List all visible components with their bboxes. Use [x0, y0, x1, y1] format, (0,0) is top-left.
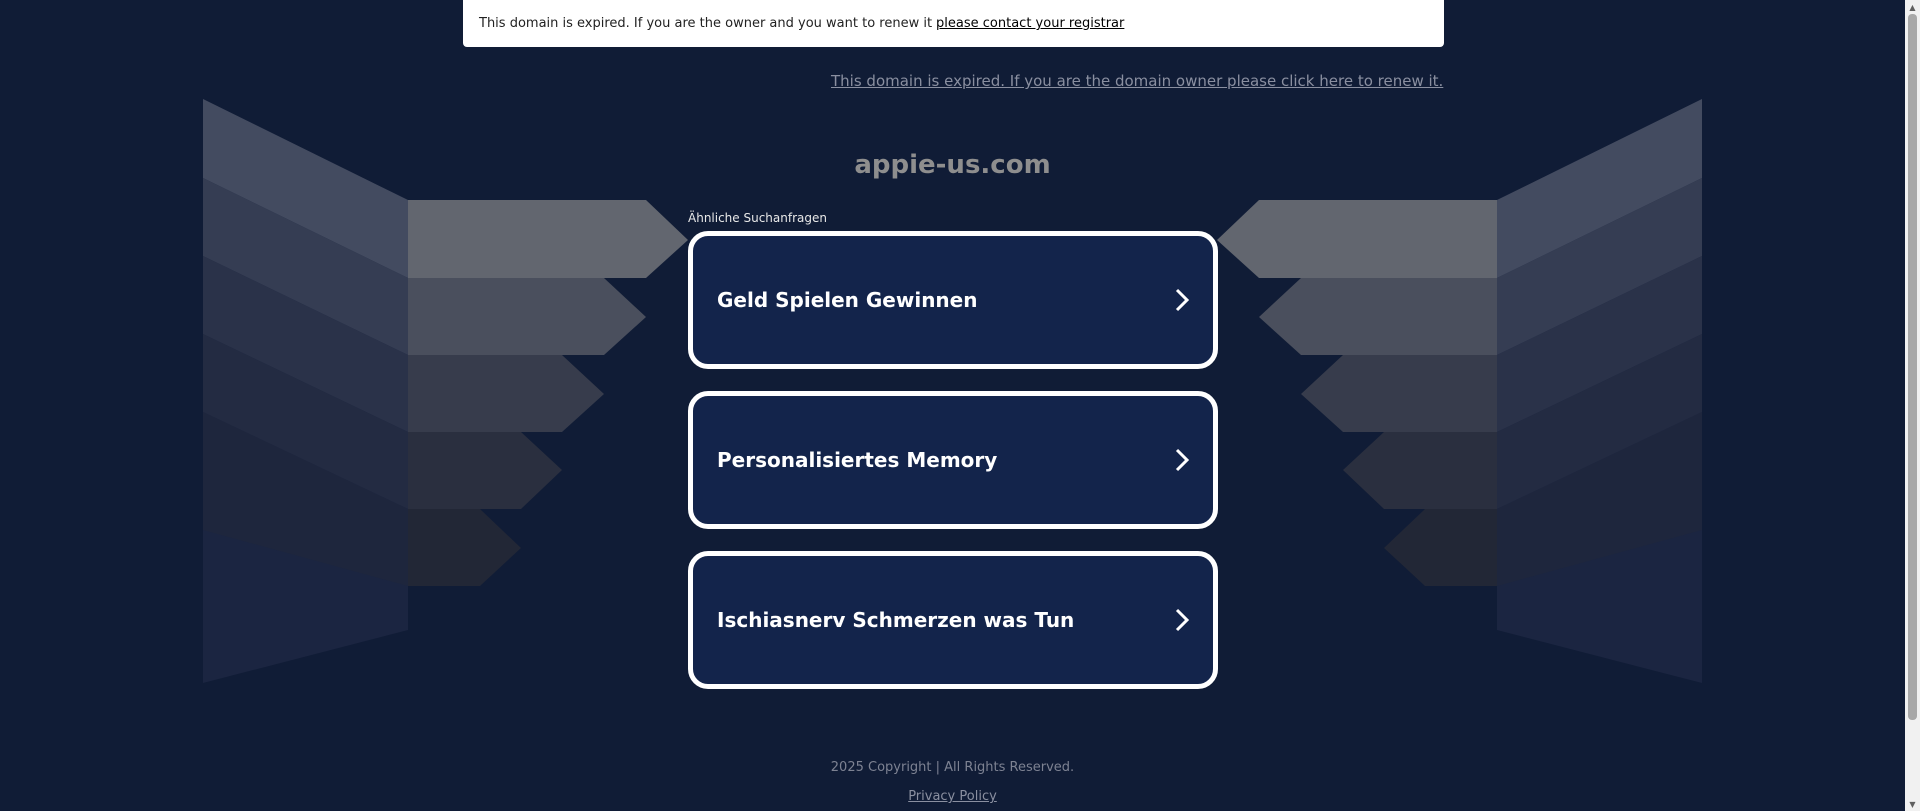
- banner-text: This domain is expired. If you are the owner and you want to renew it: [479, 16, 933, 31]
- domain-title: appie-us.com: [854, 150, 1051, 180]
- privacy-policy-link[interactable]: Privacy Policy: [908, 789, 997, 804]
- privacy-policy-wrapper: [0, 789, 1905, 804]
- chevron-right-icon: [1171, 287, 1193, 313]
- related-search-card[interactable]: [688, 231, 1218, 369]
- related-searches-heading: Ähnliche Suchanfragen: [688, 211, 827, 225]
- scroll-up-arrow-icon[interactable]: ▲: [1909, 2, 1916, 12]
- scroll-down-arrow-icon[interactable]: ▼: [1909, 799, 1916, 809]
- related-search-card[interactable]: [688, 551, 1218, 689]
- contact-registrar-link[interactable]: please contact your registrar: [936, 16, 1125, 31]
- card-label: Geld Spielen Gewinnen: [717, 288, 978, 312]
- chevron-right-icon: [1171, 607, 1193, 633]
- scrollbar-thumb[interactable]: [1908, 14, 1917, 720]
- card-label: Personalisiertes Memory: [717, 448, 998, 472]
- chevron-right-icon: [1171, 447, 1193, 473]
- expired-notice-banner: [463, 0, 1444, 47]
- vertical-scrollbar[interactable]: [1905, 0, 1920, 811]
- card-label: Ischiasnerv Schmerzen was Tun: [717, 608, 1075, 632]
- related-search-card[interactable]: [688, 391, 1218, 529]
- renew-domain-link[interactable]: This domain is expired. If you are the domain owner please click here to renew it.: [831, 72, 1444, 90]
- copyright-text: 2025 Copyright | All Rights Reserved.: [830, 760, 1075, 775]
